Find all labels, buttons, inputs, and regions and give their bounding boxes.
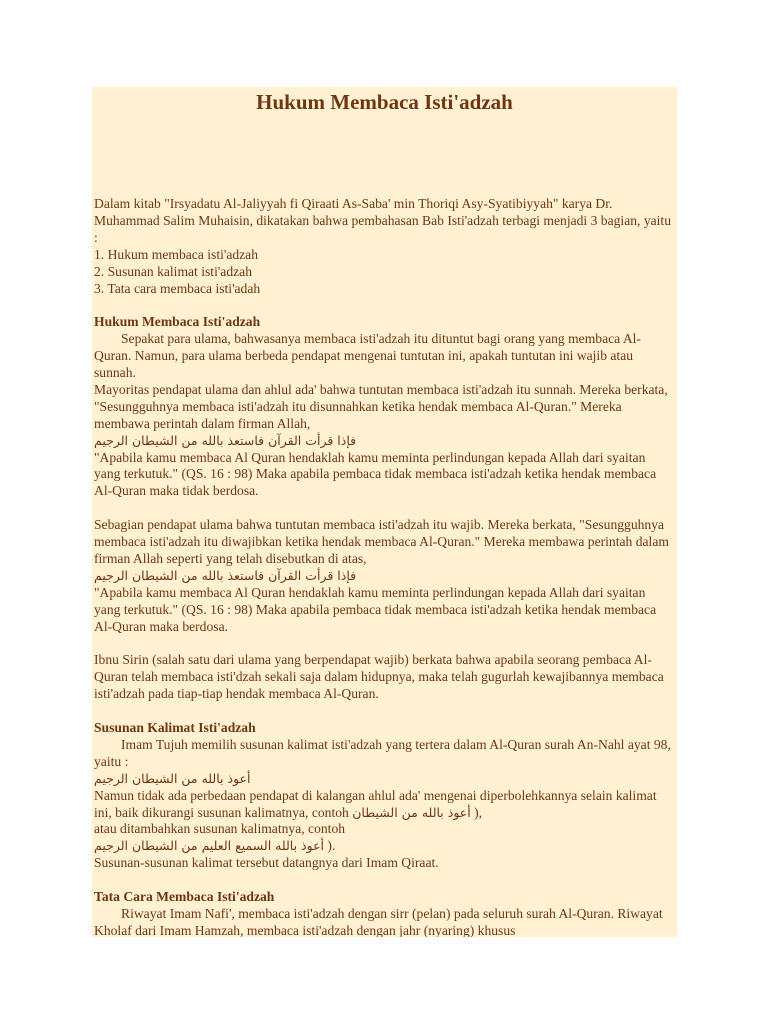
paragraph: Susunan-susunan kalimat tersebut datangnya dari Imam Qiraat. bbox=[94, 855, 439, 871]
paragraph: Ibnu Sirin (salah satu dari ulama yang berpendapat wajib) berkata bahwa apabila seorang pembaca Al-Quran telah membaca isti'dzah sekali saja dalam hidupnya, maka telah gugurlah kewajibannya membaca isti'adzah pada tiap-tiap hendak membaca Al-Quran. bbox=[94, 652, 664, 702]
text: Namun tidak ada perbedaan pendapat di kalangan ahlul ada' mengenai diperbolehkannya selain kalimat ini, baik dikurangi susunan kalimatnya, contoh bbox=[94, 787, 657, 820]
arabic-verse: فإذا قرأت القرآن فاستعذ بالله من الشيطان الرجيم bbox=[94, 567, 357, 583]
arabic-verse: فإذا قرأت القرآن فاستعذ بالله من الشيطان الرجيم bbox=[94, 432, 357, 448]
arabic-example: أعوذ بالله السميع العليم من الشيطان الرجيم bbox=[94, 838, 325, 854]
intro-paragraph: Dalam kitab "Irsyadatu Al-Jaliyyah fi Qiraati As-Saba' min Thoriqi Asy-Syatibiyyah" karya Dr. Muhammad Salim Muhaisin, dikatakan bahwa pembahasan Bab Isti'adzah terbagi menjadi 3 bagian, yaitu : bbox=[94, 196, 672, 245]
arabic-verse: أعوذ بالله من الشيطان الرجيم bbox=[94, 770, 251, 786]
section-heading-hukum: Hukum Membaca Isti'adzah bbox=[94, 314, 261, 330]
section-heading-tata-cara: Tata Cara Membaca Isti'adzah bbox=[94, 889, 275, 905]
document-page bbox=[92, 87, 677, 937]
paragraph: atau ditambahkan susunan kalimatnya, contoh bbox=[94, 821, 346, 837]
paragraph bbox=[94, 788, 675, 822]
text: ), bbox=[470, 804, 483, 820]
arabic-example: أعوذ بالله من الشيطان bbox=[352, 804, 471, 820]
paragraph: Sebagian pendapat ulama bahwa tuntutan membaca isti'adzah itu wajib. Mereka berkata, "Sesungguhnya membaca isti'adzah itu diwajibkan ketika hendak membaca Al-Quran." Mereka membawa perintah dalam firman Allah seperti yang telah disebutkan di atas, bbox=[94, 517, 669, 566]
paragraph: Imam Tujuh memilih susunan kalimat isti'adzah yang tertera dalam Al-Quran surah An-Nahl ayat 98, yaitu : bbox=[94, 736, 671, 769]
page-title: Hukum Membaca Isti'adzah bbox=[256, 90, 513, 114]
paragraph: Riwayat Imam Nafi', membaca isti'adzah dengan sirr (pelan) pada seluruh surah Al-Quran. Riwayat Kholaf dari Imam Hamzah, membaca isti'adzah dengan jahr (nyaring) khusus bbox=[94, 905, 663, 937]
paragraph: "Apabila kamu membaca Al Quran hendaklah kamu meminta perlindungan kepada Allah dari syaitan yang terkutuk." (QS. 16 : 98) Maka apabila pembaca tidak membaca isti'adzah ketika hendak membaca Al-Quran maka berdosa. bbox=[94, 584, 657, 634]
intro-list-item-2: 2. Susunan kalimat isti'adzah bbox=[94, 263, 252, 279]
paragraph: "Apabila kamu membaca Al Quran hendaklah kamu meminta perlindungan kepada Allah dari syaitan yang terkutuk." (QS. 16 : 98) Maka apabila pembaca tidak membaca isti'adzah ketika hendak membaca Al-Quran maka tidak berdosa. bbox=[94, 449, 657, 499]
paragraph: Mayoritas pendapat ulama dan ahlul ada' bahwa tuntutan membaca isti'adzah itu sunnah. Mereka berkata, "Sesungguhnya membaca isti'adzah itu disunnahkan ketika hendak membaca Al-Quran." Mereka membawa perintah dalam firman Allah, bbox=[94, 381, 668, 431]
section-heading-susunan: Susunan Kalimat Isti'adzah bbox=[94, 720, 256, 736]
intro-list-item-1: 1. Hukum membaca isti'adzah bbox=[94, 246, 259, 262]
document-content bbox=[92, 87, 677, 937]
paragraph bbox=[94, 838, 675, 855]
text: ). bbox=[324, 838, 336, 854]
paragraph: Sepakat para ulama, bahwasanya membaca isti'adzah itu dituntut bagi orang yang membaca Al-Quran. Namun, para ulama berbeda pendapat mengenai tuntutan ini, apakah tuntutan ini wajib atau sunnah. bbox=[94, 331, 641, 381]
intro-list-item-3: 3. Tata cara membaca isti'adah bbox=[94, 280, 261, 296]
